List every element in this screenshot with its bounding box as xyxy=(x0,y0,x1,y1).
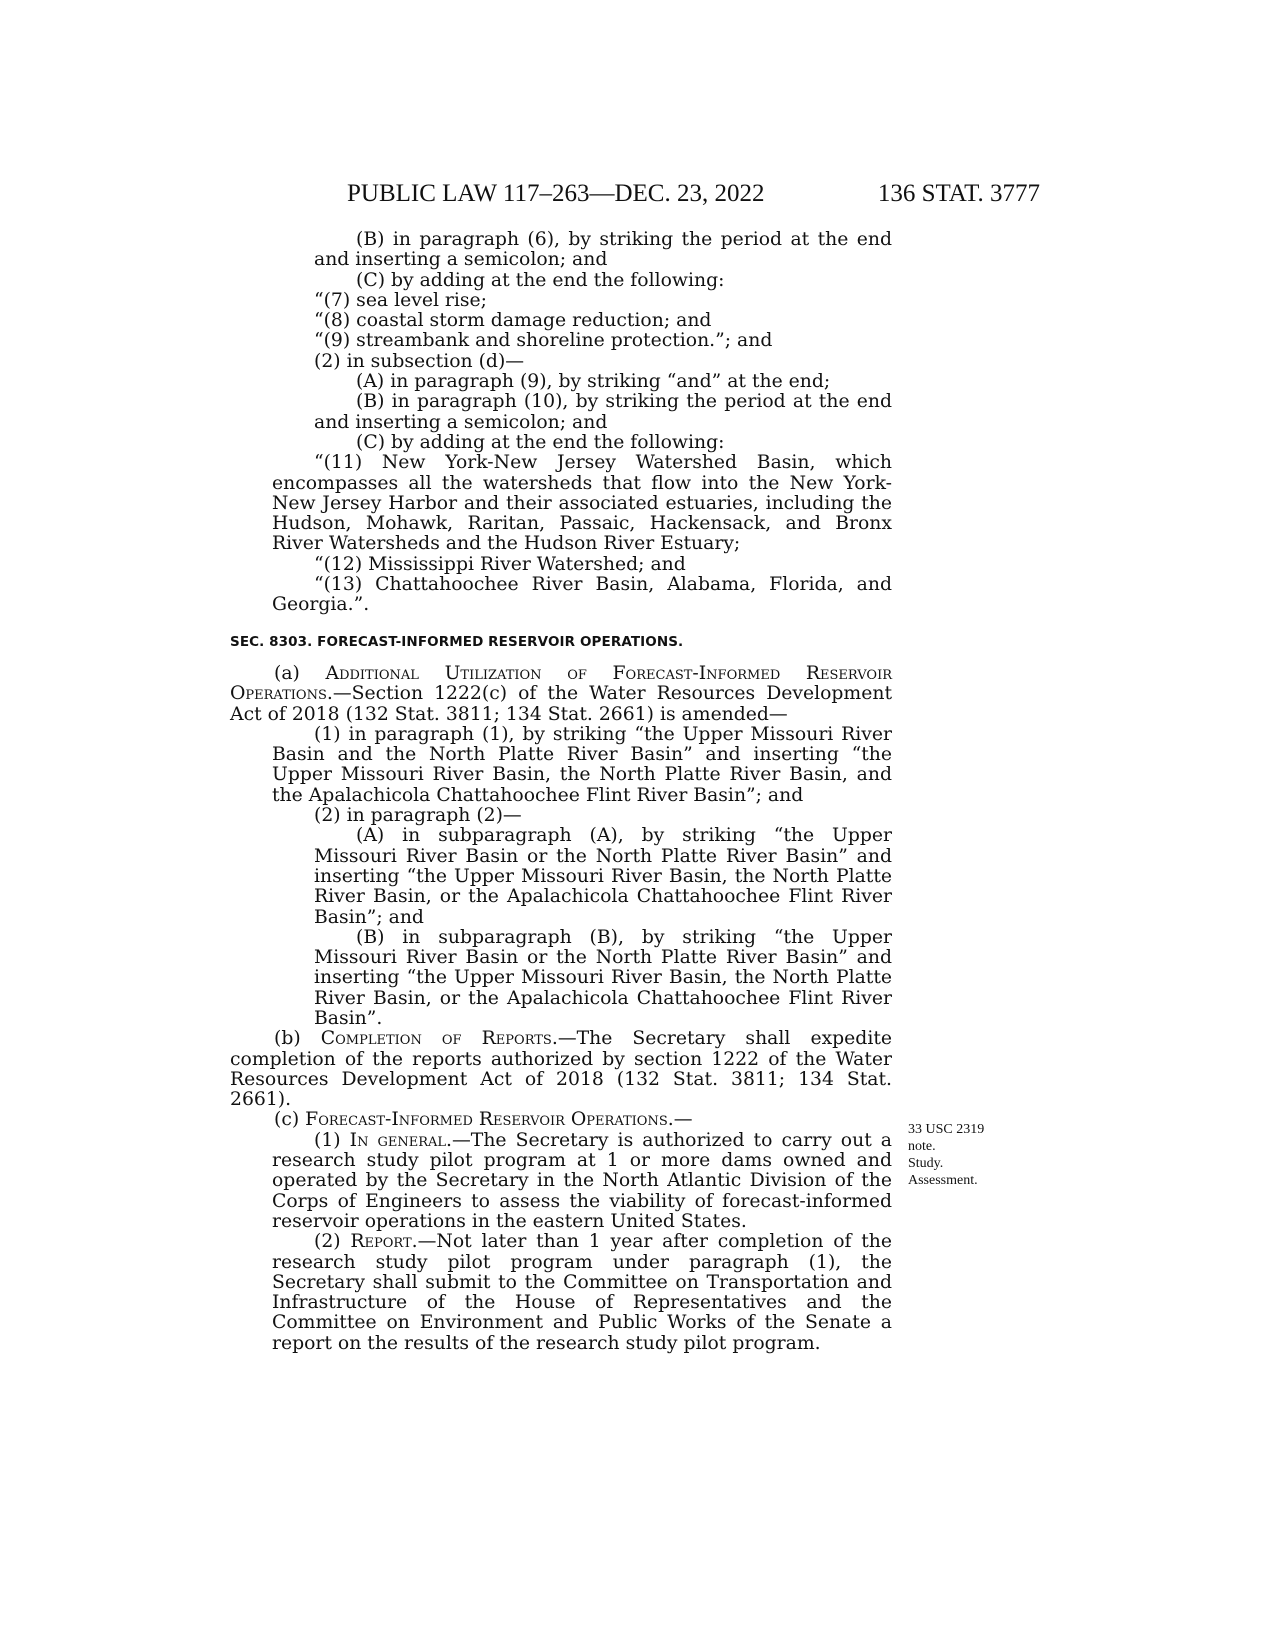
paragraph-caption: In general xyxy=(349,1129,447,1151)
paragraph-c2 xyxy=(230,1232,892,1354)
section-heading: SEC. 8303. FORECAST-INFORMED RESERVOIR OPERATIONS. xyxy=(230,633,684,650)
subsection-caption: Completion of Reports xyxy=(320,1028,552,1050)
paragraph-caption: Report xyxy=(350,1231,412,1253)
subsection-text: .—The Secretary shall expedite completion of the reports authorized by section 1222 of the Water Resources Development Act of 2018 (132 Stat. 3811; 134 Stat. 2661). xyxy=(230,1028,892,1111)
subsection-caption: Forecast-Informed Reservoir Operations xyxy=(305,1109,668,1131)
paragraph: (2) in subsection (d)— xyxy=(314,350,525,372)
paragraph: “(13) Chattahoochee River Basin, Alabama, Florida, and Georgia.”. xyxy=(272,574,892,616)
paragraph: (2) in paragraph (2)— xyxy=(314,805,522,827)
statute-page-reference: 136 STAT. 3777 xyxy=(877,180,1040,207)
paragraph: “(9) streambank and shoreline protection.”; and xyxy=(314,330,773,352)
subparagraph: (B) in subparagraph (B), by striking “the Upper Missouri River Basin or the North Platte River Basin” and inserting “the Upper Missouri River Basin, the North Platte River Basin, or the Apalachicola Chattahoochee Flint River Basin”. xyxy=(314,926,892,1029)
document-body xyxy=(230,230,892,1354)
paragraph-label: (2) xyxy=(314,1231,351,1253)
subsection-label: (a) xyxy=(274,662,326,684)
margin-note-assessment: Assessment. xyxy=(908,1173,978,1188)
paragraph: “(8) coastal storm damage reduction; and xyxy=(314,310,712,332)
margin-notes xyxy=(908,1121,1038,1189)
paragraph: (C) by adding at the end the following: xyxy=(356,269,725,291)
subparagraph: (A) in subparagraph (A), by striking “the Upper Missouri River Basin or the North Platte River Basin” and inserting “the Upper Missouri River Basin, the North Platte River Basin, or the Apalachicola Chattahoochee Flint River Basin”; and xyxy=(314,825,892,928)
paragraph: (B) in paragraph (10), by striking the period at the end and inserting a semicolon; and xyxy=(314,391,892,433)
subsection-text: .— xyxy=(667,1109,693,1131)
paragraph: (B) in paragraph (6), by striking the period at the end and inserting a semicolon; and xyxy=(314,229,892,271)
subsection-a xyxy=(230,664,892,725)
paragraph: “(7) sea level rise; xyxy=(314,289,487,311)
paragraph: (A) in paragraph (9), by striking “and” at the end; xyxy=(356,371,831,393)
margin-note-study: Study. xyxy=(908,1156,944,1171)
subsection-label: (c) xyxy=(274,1109,306,1131)
paragraph-text: .—Not later than 1 year after completion of the research study pilot program under paragraph (1), the Secretary shall submit to the Committee on Transportation and Infrastructure of the House of Representatives and the Committee on Environment and Public Works of the Senate a report on the results of the research study pilot program. xyxy=(272,1231,892,1354)
paragraph: “(12) Mississippi River Watershed; and xyxy=(314,553,686,575)
subsection-caption: Additional Utilization of Forecast-Informed Reservoir Operations xyxy=(230,662,892,705)
margin-note-citation: 33 USC 2319 xyxy=(908,1122,985,1137)
paragraph: (C) by adding at the end the following: xyxy=(356,431,725,453)
margin-note-note: note. xyxy=(908,1139,936,1154)
subsection-text: .—Section 1222(c) of the Water Resources Development Act of 2018 (132 Stat. 3811; 134 Stat. 2661) is amended— xyxy=(230,683,892,725)
paragraph-c1 xyxy=(230,1131,892,1232)
subsection-b xyxy=(230,1029,892,1110)
paragraph: “(11) New York-New Jersey Watershed Basin, which encompasses all the watersheds that flow into the New York-New Jersey Harbor and their associated estuaries, including the Hudson, Mohawk, Raritan, Passaic, Hackensack, and Bronx River Watersheds and the Hudson River Estuary; xyxy=(272,452,892,555)
paragraph-label: (1) xyxy=(314,1129,350,1151)
subsection-label: (b) xyxy=(274,1028,321,1050)
page-header xyxy=(230,180,1040,220)
paragraph: (1) in paragraph (1), by striking “the Upper Missouri River Basin and the North Platte River Basin” and inserting “the Upper Missouri River Basin, the North Platte River Basin, and the Apalachicola Chattahoochee Flint River Basin”; and xyxy=(272,723,892,806)
paragraph-text: .—The Secretary is authorized to carry out a research study pilot program at 1 or more dams owned and operated by the Secretary in the North Atlantic Division of the Corps of Engineers to assess the viability of forecast-informed reservoir operations in the eastern United States. xyxy=(272,1129,892,1232)
law-title: PUBLIC LAW 117–263—DEC. 23, 2022 xyxy=(347,180,765,207)
subsection-c xyxy=(230,1110,892,1130)
